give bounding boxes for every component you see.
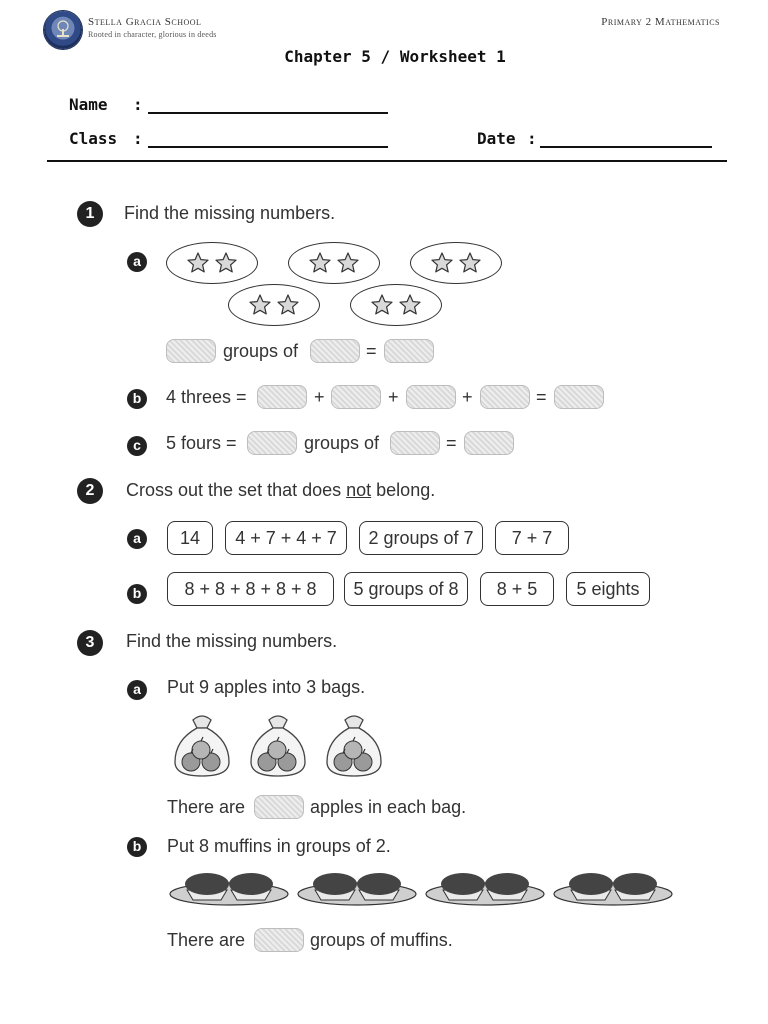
apple-bag-icon (247, 710, 309, 780)
q3a-label: a (127, 680, 147, 700)
star-group-oval (228, 284, 320, 326)
q1b-equals: = (536, 387, 547, 407)
star-icon (398, 293, 422, 317)
q1c-answer-groups[interactable] (247, 431, 297, 455)
q1a-groups-of-text: groups of (223, 341, 299, 361)
question-1-number: 1 (77, 201, 103, 227)
emphasis-not: not (346, 480, 372, 500)
apple-bag (171, 710, 233, 780)
q2b-set-3[interactable]: 8 + 5 (480, 572, 554, 606)
star-group-oval (166, 242, 258, 284)
apple-bag-icon (323, 710, 385, 780)
q3b-answer[interactable] (254, 928, 304, 952)
muffin-plate (425, 866, 545, 906)
muffin-plate-icon (553, 866, 673, 906)
class-colon: : (133, 129, 143, 148)
question-3-text: Find the missing numbers. (126, 631, 338, 651)
star-group-oval (410, 242, 502, 284)
q1a-label: a (127, 252, 147, 272)
q1a-answer-total[interactable] (384, 339, 434, 363)
q1b-answer-total[interactable] (554, 385, 604, 409)
date-label: Date (477, 129, 516, 148)
q1c-label: c (127, 436, 147, 456)
star-icon (276, 293, 300, 317)
school-motto: Rooted in character, glorious in deeds (88, 30, 217, 39)
q2a-label: a (127, 529, 147, 549)
q3a-text: Put 9 apples into 3 bags. (167, 677, 366, 697)
q3b-label: b (127, 837, 147, 857)
muffin-plate (297, 866, 417, 906)
star-icon (214, 251, 238, 275)
q1b-answer-3[interactable] (406, 385, 456, 409)
star-group-oval (350, 284, 442, 326)
q2b-set-1[interactable]: 8 + 8 + 8 + 8 + 8 (167, 572, 334, 606)
star-icon (186, 251, 210, 275)
school-name: Stella Gracia School (88, 16, 202, 28)
worksheet-title: Chapter 5 / Worksheet 1 (284, 47, 506, 66)
q3a-answer-pre: There are (167, 797, 246, 817)
name-colon: : (133, 95, 143, 114)
q2a-set-4[interactable]: 7 + 7 (495, 521, 569, 555)
q1b-answer-1[interactable] (257, 385, 307, 409)
q3a-answer[interactable] (254, 795, 304, 819)
q1b-answer-2[interactable] (331, 385, 381, 409)
tree-icon (56, 20, 70, 38)
muffin-plate (169, 866, 289, 906)
muffin-plate-icon (297, 866, 417, 906)
apple-bag (323, 710, 385, 780)
header-divider (47, 160, 727, 162)
q1b-plus-1: + (314, 387, 325, 407)
q1c-answer-size[interactable] (390, 431, 440, 455)
q1b-plus-3: + (462, 387, 473, 407)
q1a-equals: = (366, 341, 377, 361)
q2a-set-2[interactable]: 4 + 7 + 4 + 7 (225, 521, 347, 555)
date-colon: : (527, 129, 537, 148)
class-field[interactable] (148, 146, 388, 148)
q1b-label: b (127, 389, 147, 409)
q1a-answer-size[interactable] (310, 339, 360, 363)
question-2-number: 2 (77, 478, 103, 504)
star-group-oval (288, 242, 380, 284)
q2b-label: b (127, 584, 147, 604)
q2b-set-4[interactable]: 5 eights (566, 572, 650, 606)
question-3-number: 3 (77, 630, 103, 656)
q3b-text: Put 8 muffins in groups of 2. (167, 836, 391, 856)
star-icon (430, 251, 454, 275)
star-icon (458, 251, 482, 275)
q2b-set-2[interactable]: 5 groups of 8 (344, 572, 468, 606)
star-icon (336, 251, 360, 275)
q1c-groups-of-text: groups of (304, 433, 380, 453)
star-icon (248, 293, 272, 317)
date-field[interactable] (540, 146, 712, 148)
subject-label: Primary 2 Mathematics (601, 16, 720, 28)
q1b-plus-2: + (388, 387, 399, 407)
muffin-plate (553, 866, 673, 906)
class-label: Class (69, 129, 118, 148)
star-icon (370, 293, 394, 317)
q2a-set-1[interactable]: 14 (167, 521, 213, 555)
question-2-text: Cross out the set that does not belong. (126, 480, 436, 500)
q1c-lead: 5 fours = (166, 433, 237, 453)
q1a-answer-groups[interactable] (166, 339, 216, 363)
q3b-answer-pre: There are (167, 930, 246, 950)
name-field[interactable] (148, 112, 388, 114)
question-1-text: Find the missing numbers. (124, 203, 336, 223)
apple-bag (247, 710, 309, 780)
q3b-answer-post: groups of muffins. (310, 930, 453, 950)
star-icon (308, 251, 332, 275)
q2a-set-3[interactable]: 2 groups of 7 (359, 521, 483, 555)
muffin-plate-icon (169, 866, 289, 906)
muffin-plate-icon (425, 866, 545, 906)
name-label: Name (69, 95, 108, 114)
q1b-answer-4[interactable] (480, 385, 530, 409)
apple-bag-icon (171, 710, 233, 780)
q1c-answer-total[interactable] (464, 431, 514, 455)
q3a-answer-post: apples in each bag. (310, 797, 467, 817)
q1b-lead: 4 threes = (166, 387, 247, 407)
q1c-equals: = (446, 433, 457, 453)
